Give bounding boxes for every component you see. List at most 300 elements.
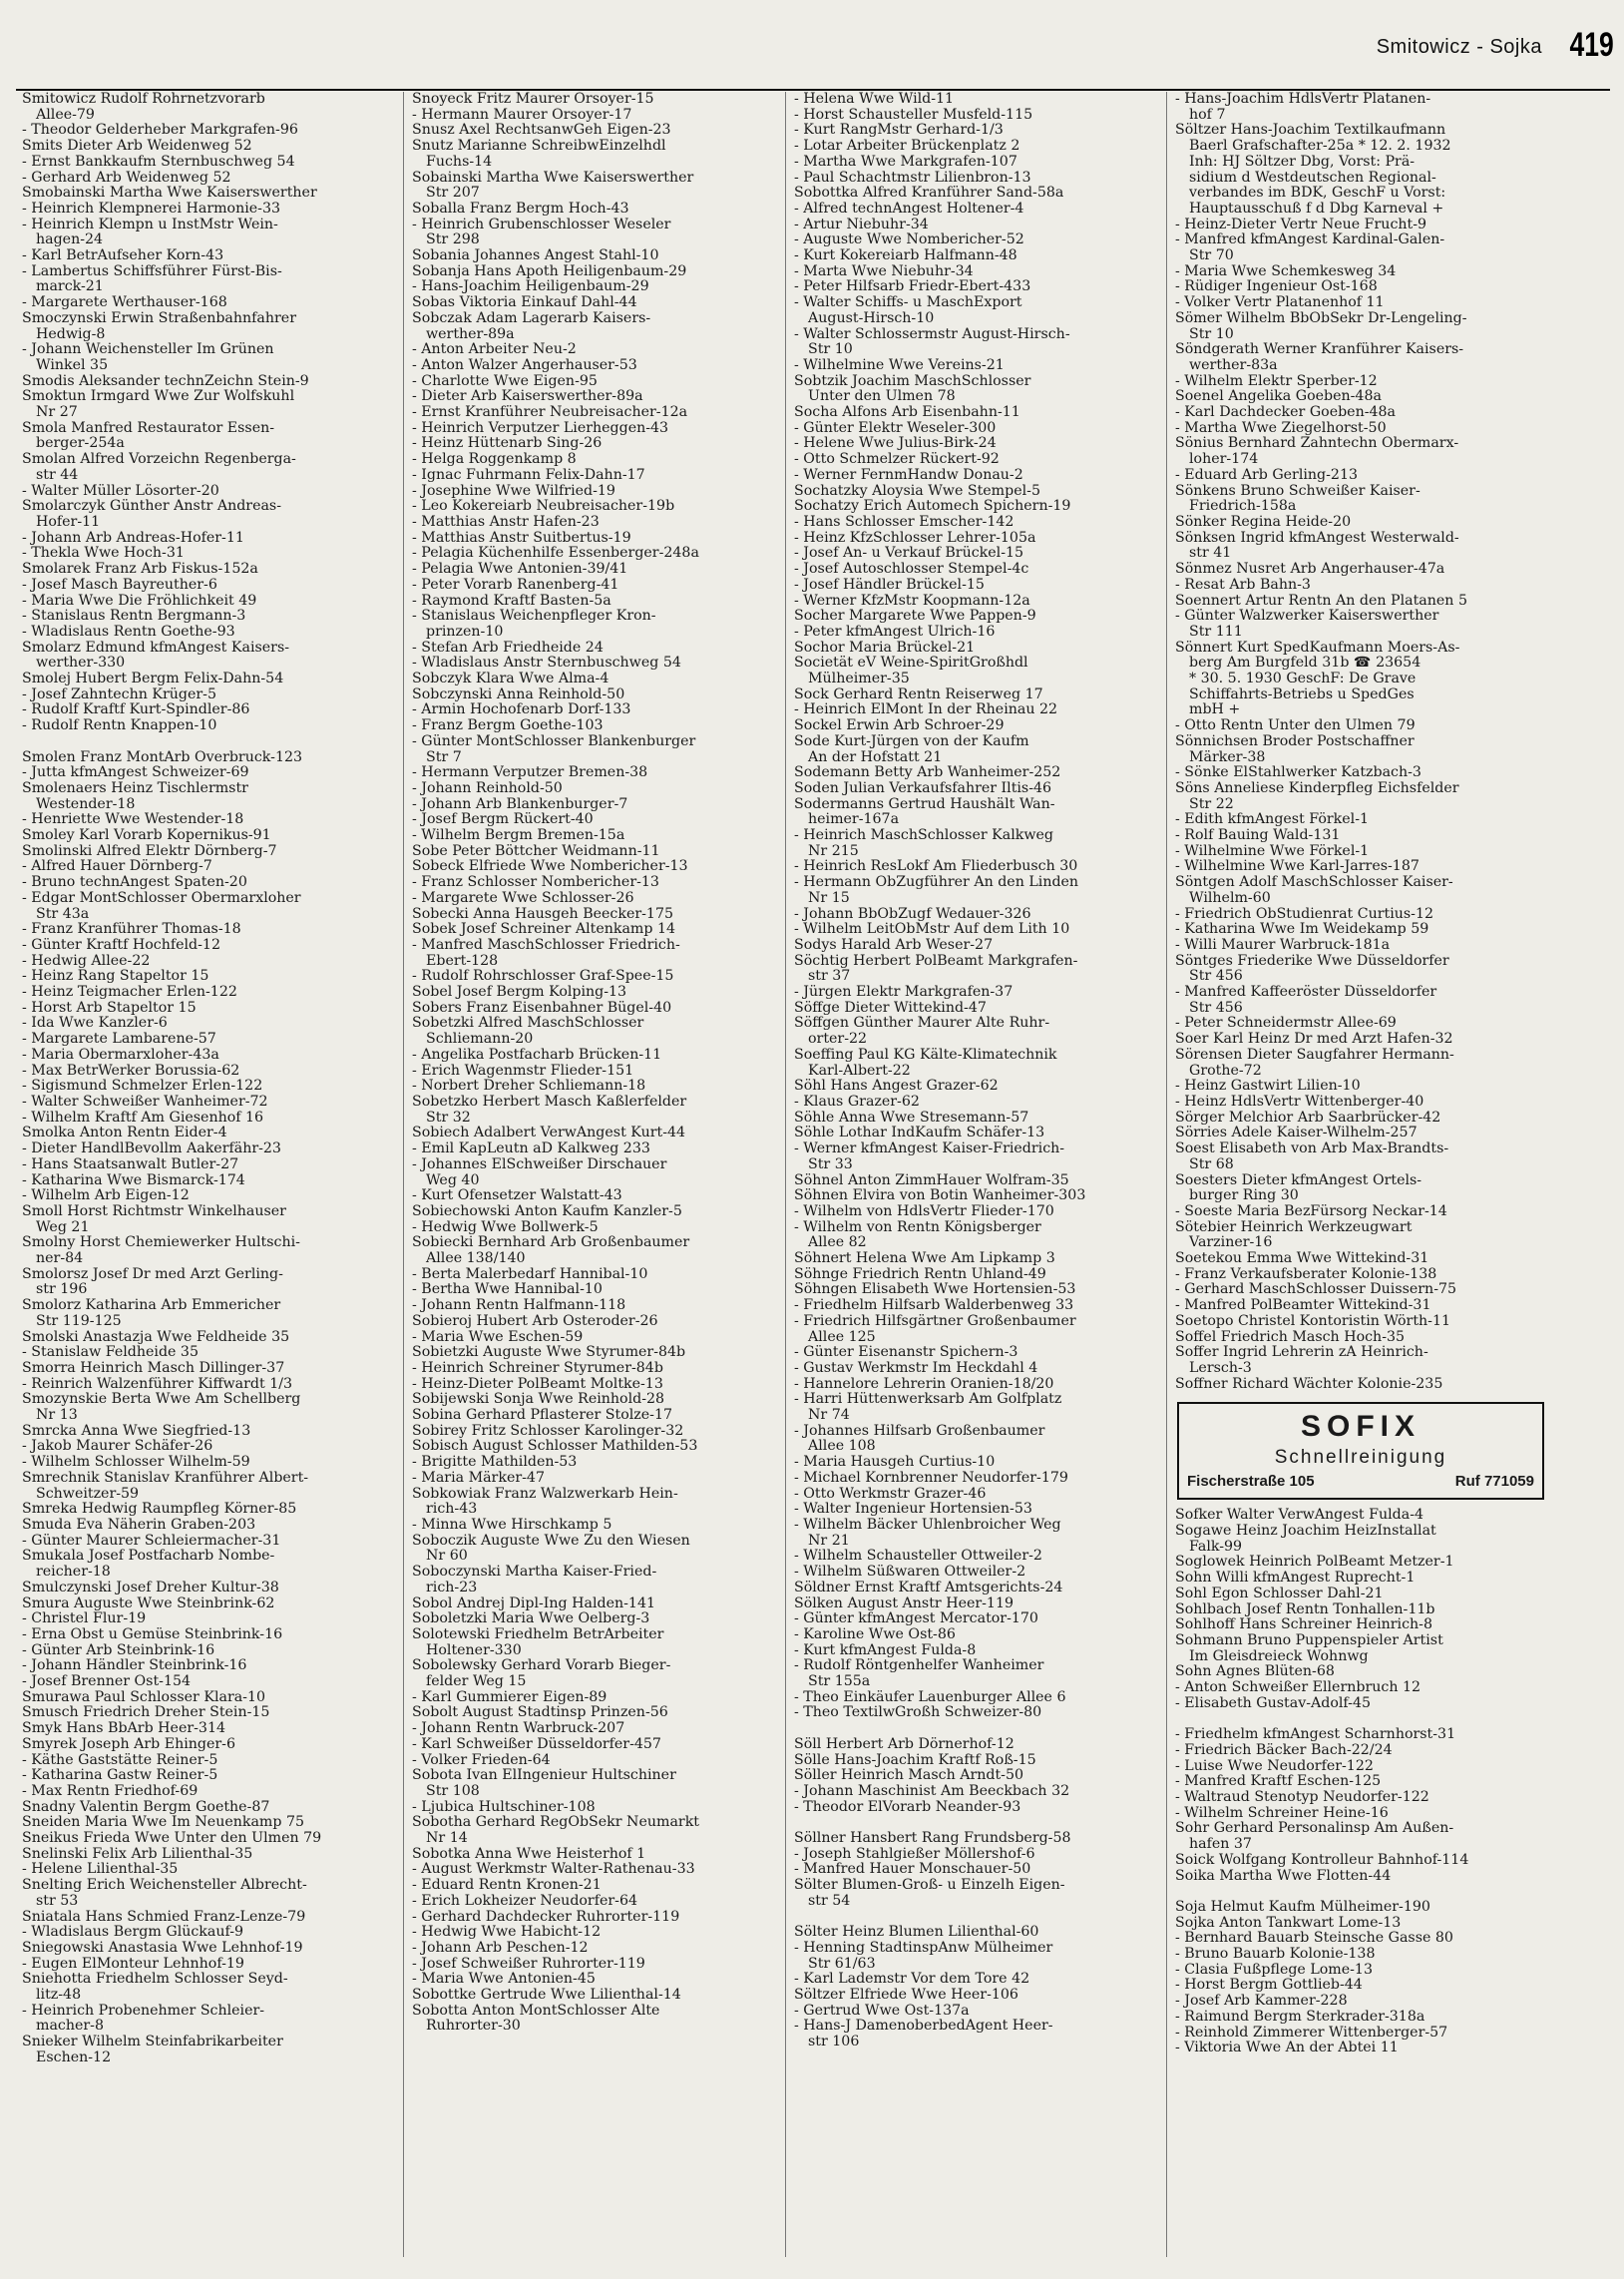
directory-entry: Söllner Hansbert Rang Frundsberg-58: [794, 1830, 1071, 1847]
directory-entry: Söhle Lothar IndKaufm Schäfer-13: [794, 1125, 1045, 1141]
directory-entry: hafen 37: [1189, 1836, 1252, 1853]
ad-tagline: Schnellreinigung: [1274, 1447, 1447, 1469]
directory-entry: Im Gleisdreieck Wohnwg: [1189, 1647, 1369, 1664]
directory-entry: Sörger Melchior Arb Saarbrücker-42: [1175, 1109, 1441, 1126]
directory-entry: Smolenaers Heinz Tischlermstr: [22, 779, 248, 796]
directory-entry: str 106: [808, 2034, 860, 2051]
directory-entry: Sochor Maria Brückel-21: [794, 639, 976, 656]
entry-spacer: [794, 1721, 1169, 1737]
directory-entry: - Heinz Teigmacher Erlen-122: [22, 984, 237, 1001]
directory-entry: - Ignac Fuhrmann Felix-Dahn-17: [412, 466, 645, 483]
directory-entry: - Gerhard MaschSchlosser Duissern-75: [1175, 1281, 1457, 1298]
directory-entry: - Hannelore Lehrerin Oranien-18/20: [794, 1375, 1054, 1392]
directory-entry: Smola Manfred Restaurator Essen-: [22, 419, 275, 436]
directory-entry: - Katharina Gastw Reiner-5: [22, 1767, 218, 1784]
directory-entry: rich-43: [426, 1501, 478, 1518]
directory-entry: - Hans-Joachim Heiligenbaum-29: [412, 278, 649, 295]
directory-entry: - Heinrich ElMont In der Rheinau 22: [794, 701, 1058, 718]
ad-footer: [1187, 1472, 1534, 1492]
directory-entry: - Horst Arb Stapeltor 15: [22, 999, 197, 1016]
directory-entry: - Josef Masch Bayreuther-6: [22, 576, 217, 593]
directory-entry: Unter den Ulmen 78: [808, 388, 956, 405]
directory-entry: Str 33: [808, 1155, 853, 1172]
directory-entry: Sobiech Adalbert VerwAngest Kurt-44: [412, 1125, 686, 1141]
directory-entry: - Alfred technAngest Holtener-4: [794, 200, 1024, 217]
directory-entry: Snelting Erich Weichensteller Albrecht-: [22, 1877, 307, 1894]
directory-entry: Smolej Hubert Bergm Felix-Dahn-54: [22, 671, 284, 687]
directory-entry: - Hans-J DamenoberbedAgent Heer-: [794, 2018, 1053, 2035]
directory-entry: - Rudolf Röntgenhelfer Wanheimer: [794, 1657, 1044, 1674]
directory-entry: Str 119-125: [36, 1312, 122, 1329]
directory-entry: str 44: [36, 466, 79, 483]
directory-entry: - Helga Roggenkamp 8: [412, 451, 577, 468]
directory-entry: - Werner FernmHandw Donau-2: [794, 466, 1023, 483]
directory-entry: Smobainski Martha Wwe Kaiserswerther: [22, 185, 317, 202]
directory-entry: Sohn Willi kfmAngest Ruprecht-1: [1175, 1570, 1416, 1587]
directory-entry: Soden Julian Verkaufsfahrer Iltis-46: [794, 779, 1052, 796]
directory-entry: str 37: [808, 968, 851, 985]
directory-entry: - Angelika Postfacharb Brücken-11: [412, 1046, 662, 1063]
directory-entry: - Luise Wwe Neudorfer-122: [1175, 1757, 1374, 1774]
directory-entry: - Edgar MontSchlosser Obermarxloher: [22, 889, 301, 906]
directory-entry: Smurawa Paul Schlosser Klara-10: [22, 1688, 266, 1705]
directory-entry: Hofer-11: [36, 513, 101, 530]
directory-entry: berger-254a: [36, 435, 125, 452]
directory-entry: - Maria Hausgeh Curtius-10: [794, 1454, 996, 1471]
directory-entry: Smolny Horst Chemiewerker Hultschi-: [22, 1234, 300, 1251]
directory-entry: Sochatzky Aloysia Wwe Stempel-5: [794, 482, 1040, 499]
directory-entry: - Katharina Wwe Bismarck-174: [22, 1171, 245, 1188]
directory-entry: Sodys Harald Arb Weser-27: [794, 936, 994, 953]
directory-entry: - Margarete Werthauser-168: [22, 294, 227, 311]
ad-name: SOFIX: [1300, 1410, 1421, 1444]
directory-entry: sidium d Westdeutschen Regional-: [1189, 169, 1436, 186]
directory-entry: - Heinrich ResLokf Am Fliederbusch 30: [794, 858, 1078, 875]
directory-entry: Grothe-72: [1189, 1062, 1262, 1079]
directory-entry: - Wilhelmine Wwe Vereins-21: [794, 356, 1005, 373]
directory-entry: - Manfred PolBeamter Wittekind-31: [1175, 1297, 1431, 1314]
directory-entry: - Käthe Gaststätte Reiner-5: [22, 1751, 218, 1768]
directory-entry: - Theodor ElVorarb Neander-93: [794, 1798, 1021, 1815]
directory-entry: Sohlhoff Hans Schreiner Heinrich-8: [1175, 1616, 1432, 1633]
directory-entry: - Willi Maurer Warbruck-181a: [1175, 936, 1391, 953]
directory-entry: Smorra Heinrich Masch Dillinger-37: [22, 1359, 285, 1376]
directory-entry: - Johann Arb Blankenburger-7: [412, 795, 628, 812]
directory-entry: - Johann BbObZugf Wedauer-326: [794, 905, 1031, 922]
directory-entry: - Jutta kfmAngest Schweizer-69: [22, 764, 249, 781]
directory-entry: - Rudolf Rentn Knappen-10: [22, 717, 217, 734]
directory-entry: - Karl Lademstr Vor dem Tore 42: [794, 1971, 1030, 1988]
directory-entry: - Helene Wwe Julius-Birk-24: [794, 435, 997, 452]
directory-entry: - Volker Vertr Platanenhof 11: [1175, 294, 1385, 311]
directory-entry: Söntgen Adolf MaschSchlosser Kaiser-: [1175, 874, 1453, 891]
directory-entry: - Walter Ingenieur Hortensien-53: [794, 1501, 1032, 1518]
directory-entry: - Friedrich Hilfsgärtner Großenbaumer: [794, 1312, 1076, 1329]
directory-entry: - Josef Schweißer Ruhrorter-119: [412, 1955, 645, 1972]
directory-entry: Sobolt August Stadtinsp Prinzen-56: [412, 1704, 668, 1721]
directory-entry: Soffel Friedrich Masch Hoch-35: [1175, 1328, 1406, 1345]
directory-entry: mbH +: [1189, 701, 1241, 718]
directory-entry: Winkel 35: [36, 356, 109, 373]
directory-entry: Sohr Gerhard Personalinsp Am Außen-: [1175, 1820, 1454, 1837]
directory-entry: Allee 82: [808, 1234, 867, 1251]
directory-entry: orter-22: [808, 1031, 868, 1048]
directory-entry: - Jakob Maurer Schäfer-26: [22, 1438, 213, 1455]
directory-entry: - Pelagia Wwe Antonien-39/41: [412, 561, 628, 578]
directory-entry: - Lambertus Schiffsführer Fürst-Bis-: [22, 262, 282, 279]
directory-entry: Sobetzko Herbert Masch Kaßlerfelder: [412, 1094, 687, 1110]
directory-entry: Söhle Anna Wwe Stresemann-57: [794, 1109, 1029, 1126]
directory-entry: Soboczik Auguste Wwe Zu den Wiesen: [412, 1532, 690, 1549]
directory-entry: - Johann Rentn Halfmann-118: [412, 1297, 626, 1314]
directory-entry: - Otto Schmelzer Rückert-92: [794, 451, 1000, 468]
directory-entry: Sölter Heinz Blumen Lilienthal-60: [794, 1924, 1039, 1941]
directory-entry: - Berta Malerbedarf Hannibal-10: [412, 1265, 648, 1282]
directory-entry: Smolorsz Josef Dr med Arzt Gerling-: [22, 1265, 283, 1282]
directory-entry: Sobietzki Auguste Wwe Styrumer-84b: [412, 1344, 686, 1361]
directory-entry: - Günter kfmAngest Mercator-170: [794, 1610, 1038, 1627]
entry-spacer: [794, 1910, 1169, 1926]
directory-entry: Söhnen Elvira von Botin Wanheimer-303: [794, 1187, 1086, 1204]
directory-entry: - Wilhelmine Wwe Karl-Jarres-187: [1175, 858, 1420, 875]
directory-entry: Str 32: [426, 1109, 471, 1126]
directory-entry: Söldner Ernst Kraftf Amtsgerichts-24: [794, 1579, 1063, 1595]
running-head: Smitowicz - Sojka: [1376, 36, 1542, 58]
directory-entry: - Rüdiger Ingenieur Ost-168: [1175, 278, 1378, 295]
directory-entry: Soenel Angelika Goeben-48a: [1175, 388, 1382, 405]
directory-entry: - Hedwig Allee-22: [22, 952, 151, 969]
directory-entry: ner-84: [36, 1250, 84, 1267]
directory-entry: Str 111: [1189, 623, 1243, 640]
directory-entry: Sobolewsky Gerhard Vorarb Bieger-: [412, 1657, 671, 1674]
directory-entry: - Karl Dachdecker Goeben-48a: [1175, 404, 1397, 421]
directory-entry: - Heinrich Probenehmer Schleier-: [22, 2002, 265, 2019]
directory-column-1: [22, 92, 397, 2275]
directory-entry: str 41: [1189, 545, 1232, 562]
directory-entry: - August Werkmstr Walter-Rathenau-33: [412, 1861, 695, 1878]
directory-entry: - Horst Schausteller Musfeld-115: [794, 106, 1033, 123]
directory-entry: - Johann Arb Andreas-Hofer-11: [22, 529, 244, 546]
page-number: 419: [1569, 26, 1614, 64]
directory-entry: - Heinrich Grubenschlosser Weseler: [412, 216, 671, 232]
directory-entry: - Armin Hochofenarb Dorf-133: [412, 701, 631, 718]
directory-entry: - Günter Eisenanstr Spichern-3: [794, 1344, 1018, 1361]
directory-entry: Soika Martha Wwe Flotten-44: [1175, 1867, 1392, 1884]
directory-entry: Söffge Dieter Wittekind-47: [794, 999, 987, 1016]
directory-entry: - Wilhelmine Wwe Förkel-1: [1175, 842, 1370, 859]
directory-entry: - Volker Frieden-64: [412, 1751, 551, 1768]
directory-entry: - Gerhard Arb Weidenweg 52: [22, 169, 231, 186]
directory-entry: Smolarek Franz Arb Fiskus-152a: [22, 561, 258, 578]
directory-entry: Sörries Adele Kaiser-Wilhelm-257: [1175, 1125, 1418, 1141]
directory-entry: - Friedhelm Hilfsarb Walderbenweg 33: [794, 1297, 1074, 1314]
directory-entry: Nr 21: [808, 1532, 850, 1549]
directory-entry: - Wilhelm Schausteller Ottweiler-2: [794, 1548, 1042, 1565]
directory-entry: - Heinrich Verputzer Lierheggen-43: [412, 419, 669, 436]
directory-entry: - Maria Wwe Schemkesweg 34: [1175, 262, 1397, 279]
directory-entry: Sobanja Hans Apoth Heiligenbaum-29: [412, 262, 687, 279]
directory-entry: Weg 21: [36, 1218, 90, 1235]
directory-entry: - Peter Schneidermstr Allee-69: [1175, 1015, 1397, 1032]
directory-entry: Soffer Ingrid Lehrerin zA Heinrich-: [1175, 1344, 1428, 1361]
directory-entry: - Viktoria Wwe An der Abtei 11: [1175, 2040, 1399, 2056]
directory-entry: - Wilhelm LeitObMstr Auf dem Lith 10: [794, 921, 1070, 938]
directory-entry: - Werner KfzMstr Koopmann-12a: [794, 592, 1030, 609]
directory-entry: - Johann Arb Peschen-12: [412, 1939, 589, 1956]
directory-entry: Soer Karl Heinz Dr med Arzt Hafen-32: [1175, 1031, 1453, 1048]
directory-entry: - Manfred Kaffeeröster Düsseldorfer: [1175, 984, 1437, 1001]
directory-entry: - Johannes ElSchweißer Dirschauer: [412, 1155, 667, 1172]
directory-entry: - Manfred kfmAngest Kardinal-Galen-: [1175, 231, 1445, 248]
directory-entry: Söltzer Hans-Joachim Textilkaufmann: [1175, 122, 1446, 139]
directory-entry: - Walter Schlossermstr August-Hirsch-: [794, 325, 1070, 342]
directory-entry: - Charlotte Wwe Eigen-95: [412, 372, 598, 389]
directory-entry: - Elisabeth Gustav-Adolf-45: [1175, 1694, 1372, 1711]
directory-entry: reicher-18: [36, 1564, 111, 1581]
directory-entry: Sobtzik Joachim MaschSchlosser: [794, 372, 1031, 389]
directory-entry: - Wilhelm Kraftf Am Giesenhof 16: [22, 1109, 264, 1126]
directory-entry: - Wilhelm Bäcker Uhlenbroicher Weg: [794, 1516, 1061, 1533]
directory-entry: Söller Heinrich Masch Arndt-50: [794, 1767, 1024, 1784]
directory-entry: Snadny Valentin Bergm Goethe-87: [22, 1798, 270, 1815]
directory-entry: Sönmez Nusret Arb Angerhauser-47a: [1175, 561, 1445, 578]
directory-entry: Nr 14: [426, 1830, 468, 1847]
directory-entry: Soboczynski Martha Kaiser-Fried-: [412, 1564, 657, 1581]
directory-entry: Sobieroj Hubert Arb Osteroder-26: [412, 1312, 658, 1329]
directory-entry: Sönnert Kurt SpedKaufmann Moers-As-: [1175, 639, 1460, 656]
directory-entry: Sötebier Heinrich Werkzeugwart: [1175, 1218, 1413, 1235]
directory-entry: - Manfred Hauer Monschauer-50: [794, 1861, 1031, 1878]
directory-entry: - Peter kfmAngest Ulrich-16: [794, 623, 996, 640]
directory-entry: - Maria Wwe Eschen-59: [412, 1328, 584, 1345]
directory-entry: - Heinz Gastwirt Lilien-10: [1175, 1078, 1361, 1095]
directory-entry: Soja Helmut Kaufm Mülheimer-190: [1175, 1898, 1430, 1915]
directory-entry: Varziner-16: [1189, 1234, 1273, 1251]
directory-entry: Str 61/63: [808, 1955, 876, 1972]
directory-entry: - Resat Arb Bahn-3: [1175, 576, 1311, 593]
directory-entry: - Max Rentn Friedhof-69: [22, 1782, 199, 1799]
directory-entry: - Pelagia Küchenhilfe Essenberger-248a: [412, 545, 699, 562]
directory-entry: - Günter Kraftf Hochfeld-12: [22, 936, 220, 953]
directory-entry: Smolan Alfred Vorzeichn Regenberga-: [22, 451, 296, 468]
directory-entry: marck-21: [36, 278, 104, 295]
directory-entry: - Johann Rentn Warbruck-207: [412, 1720, 625, 1737]
directory-entry: - Clasia Fußpflege Lome-13: [1175, 1961, 1373, 1978]
directory-entry: Söhnert Helena Wwe Am Lipkamp 3: [794, 1250, 1055, 1267]
directory-entry: Sobe Peter Böttcher Weidmann-11: [412, 842, 660, 859]
directory-entry: - Karl Schweißer Düsseldorfer-457: [412, 1735, 661, 1752]
directory-entry: - Josef Zahntechn Krüger-5: [22, 685, 216, 702]
directory-entry: Smolarz Edmund kfmAngest Kaisers-: [22, 639, 290, 656]
directory-entry: - Theo Einkäufer Lauenburger Allee 6: [794, 1688, 1066, 1705]
directory-entry: - Gustav Werkmstr Im Heckdahl 4: [794, 1359, 1038, 1376]
directory-entry: Soennert Artur Rentn An den Platanen 5: [1175, 592, 1467, 609]
directory-entry: berg Am Burgfeld 31b ☎ 23654: [1189, 655, 1421, 672]
directory-entry: - Hermann Maurer Orsoyer-17: [412, 106, 632, 123]
directory-entry: Soest Elisabeth von Arb Max-Brandts-: [1175, 1140, 1449, 1157]
directory-entry: - Helena Wwe Wild-11: [794, 92, 955, 107]
directory-entry: Str 207: [426, 185, 480, 202]
directory-entry: - Wladislaus Bergm Glückauf-9: [22, 1924, 244, 1941]
directory-entry: Allee-79: [36, 106, 95, 123]
directory-entry: Schweitzer-59: [36, 1485, 140, 1502]
directory-entry: Sohlbach Josef Rentn Tonhallen-11b: [1175, 1600, 1435, 1617]
directory-entry: - Katharina Wwe Im Weidekamp 59: [1175, 921, 1429, 938]
directory-entry: Sobainski Martha Wwe Kaiserswerther: [412, 169, 694, 186]
directory-entry: Schiffahrts-Betriebs u SpedGes: [1189, 685, 1415, 702]
directory-entry: - Walter Müller Lösorter-20: [22, 482, 219, 499]
directory-entry: burger Ring 30: [1189, 1187, 1299, 1204]
directory-entry: macher-8: [36, 2018, 104, 2035]
directory-entry: - Peter Vorarb Ranenberg-41: [412, 576, 619, 593]
directory-entry: - Ida Wwe Kanzler-6: [22, 1015, 168, 1032]
directory-entry: Sojka Anton Tankwart Lome-13: [1175, 1914, 1402, 1931]
directory-entry: Nr 60: [426, 1548, 468, 1565]
directory-entry: werther-83a: [1189, 356, 1278, 373]
directory-columns: [0, 92, 1624, 2275]
directory-entry: - Peter Hilfsarb Friedr-Ebert-433: [794, 278, 1031, 295]
directory-entry: - Margarete Lambarene-57: [22, 1031, 216, 1048]
directory-entry: - Josef Arb Kammer-228: [1175, 1993, 1348, 2010]
directory-entry: - Margarete Wwe Schlosser-26: [412, 889, 634, 906]
directory-entry: Str 155a: [808, 1673, 871, 1690]
directory-entry: Nr 215: [808, 842, 859, 859]
directory-entry: Socher Margarete Wwe Pappen-9: [794, 608, 1036, 625]
directory-entry: - Max BetrWerker Borussia-62: [22, 1062, 240, 1079]
directory-entry: Ruhrorter-30: [426, 2018, 521, 2035]
directory-entry: * 30. 5. 1930 GeschF: De Grave: [1189, 671, 1417, 687]
directory-entry: - Manfred Kraftf Eschen-125: [1175, 1773, 1382, 1790]
directory-entry: verbandes im BDK, GeschF u Vorst:: [1189, 185, 1446, 202]
directory-entry: Märker-38: [1189, 748, 1266, 765]
directory-entry: - Wilhelm von HdlsVertr Flieder-170: [794, 1202, 1054, 1219]
directory-entry: Soeffing Paul KG Kälte-Klimatechnik: [794, 1046, 1057, 1063]
directory-entry: - Josef Händler Brückel-15: [794, 576, 985, 593]
directory-entry: An der Hofstatt 21: [808, 748, 943, 765]
directory-entry: - Wladislaus Rentn Goethe-93: [22, 623, 235, 640]
directory-entry: str 196: [36, 1281, 88, 1298]
directory-entry: Sobirey Fritz Schlosser Karolinger-32: [412, 1422, 684, 1439]
directory-entry: Sölle Hans-Joachim Kraftf Roß-15: [794, 1751, 1036, 1768]
directory-entry: Str 10: [808, 341, 853, 358]
directory-entry: Snutz Marianne SchreibwEinzelhdl: [412, 138, 666, 155]
directory-entry: Smits Dieter Arb Weidenweg 52: [22, 138, 252, 155]
directory-entry: - Hans-Joachim HdlsVertr Platanen-: [1175, 92, 1431, 107]
directory-entry: Smoll Horst Richtmstr Winkelhauser: [22, 1202, 286, 1219]
directory-entry: Soetopo Christel Kontoristin Wörth-11: [1175, 1312, 1451, 1329]
directory-entry: Sobottke Gertrude Wwe Lilienthal-14: [412, 1987, 681, 2004]
directory-entry: Sockel Erwin Arb Schroer-29: [794, 717, 1005, 734]
directory-entry: prinzen-10: [426, 623, 504, 640]
directory-entry: - Kurt kfmAngest Fulda-8: [794, 1641, 977, 1658]
directory-entry: - Walter Schweißer Wanheimer-72: [22, 1094, 268, 1110]
directory-entry: - Günter Maurer Schleiermacher-31: [22, 1532, 281, 1549]
directory-entry: Allee 108: [808, 1438, 876, 1455]
directory-entry: - Kurt Kokereiarb Halfmann-48: [794, 247, 1017, 264]
directory-entry: Smolka Anton Rentn Eider-4: [22, 1125, 227, 1141]
directory-entry: Smoczynski Erwin Straßenbahnfahrer: [22, 309, 296, 326]
directory-entry: - Walter Schiffs- u MaschExport: [794, 294, 1022, 311]
directory-entry: - Alfred Hauer Dörnberg-7: [22, 858, 212, 875]
directory-entry: Schliemann-20: [426, 1031, 534, 1048]
directory-entry: - Werner kfmAngest Kaiser-Friedrich-: [794, 1140, 1065, 1157]
directory-entry: - Günter Walzwerker Kaiserswerther: [1175, 608, 1439, 625]
directory-entry: - Heinz HdlsVertr Wittenberger-40: [1175, 1094, 1424, 1110]
directory-entry: felder Weg 15: [426, 1673, 527, 1690]
directory-entry: Smyrek Joseph Arb Ehinger-6: [22, 1735, 235, 1752]
directory-entry: - Otto Rentn Unter den Ulmen 79: [1175, 717, 1416, 734]
directory-entry: - Henning StadtinspAnw Mülheimer: [794, 1939, 1053, 1956]
directory-entry: - Stanislaus Rentn Bergmann-3: [22, 608, 246, 625]
directory-entry: Soboletzki Maria Wwe Oelberg-3: [412, 1610, 650, 1627]
directory-entry: Sohn Agnes Blüten-68: [1175, 1663, 1335, 1680]
directory-entry: Inh: HJ Söltzer Dbg, Vorst: Prä-: [1189, 153, 1416, 170]
directory-entry: Smura Auguste Wwe Steinbrink-62: [22, 1595, 275, 1611]
directory-entry: Wilhelm-60: [1189, 889, 1271, 906]
directory-entry: - Heinz-Dieter Vertr Neue Frucht-9: [1175, 216, 1427, 232]
directory-entry: - Johannes Hilfsarb Großenbaumer: [794, 1422, 1045, 1439]
entries-before-ad: [1175, 92, 1550, 1392]
directory-entry: Smulczynski Josef Dreher Kultur-38: [22, 1579, 279, 1595]
directory-entry: Nr 13: [36, 1407, 78, 1424]
directory-entry: Sofker Walter VerwAngest Fulda-4: [1175, 1507, 1424, 1524]
directory-entry: Sobecki Anna Hausgeh Beecker-175: [412, 905, 674, 922]
directory-entry: - Kurt RangMstr Gerhard-1/3: [794, 122, 1004, 139]
directory-entry: - Franz Verkaufsberater Kolonie-138: [1175, 1265, 1437, 1282]
directory-entry: Snusz Axel RechtsanwGeh Eigen-23: [412, 122, 671, 139]
directory-entry: - Harri Hüttenwerksarb Am Golfplatz: [794, 1391, 1062, 1408]
directory-entry: - Matthias Anstr Hafen-23: [412, 513, 600, 530]
directory-entry: - Hermann Verputzer Bremen-38: [412, 764, 648, 781]
directory-entry: - Emil KapLeutn aD Kalkweg 233: [412, 1140, 650, 1157]
directory-entry: - Bruno Bauarb Kolonie-138: [1175, 1946, 1376, 1963]
directory-entry: - Wilhelm Süßwaren Ottweiler-2: [794, 1564, 1026, 1581]
directory-entry: - Franz Bergm Goethe-103: [412, 717, 604, 734]
directory-entry: Söns Anneliese Kinderpfleg Eichsfelder: [1175, 779, 1459, 796]
directory-entry: Smolen Franz MontArb Overbruck-123: [22, 748, 303, 765]
directory-entry: - Sönke ElStahlwerker Katzbach-3: [1175, 764, 1421, 781]
directory-entry: - Wilhelm Schreiner Heine-16: [1175, 1804, 1389, 1821]
directory-entry: Str 43a: [36, 905, 90, 922]
directory-entry: Snoyeck Fritz Maurer Orsoyer-15: [412, 92, 654, 107]
directory-entry: - Maria Obermarxloher-43a: [22, 1046, 219, 1063]
directory-entry: - Gerhard Dachdecker Ruhrorter-119: [412, 1908, 680, 1925]
directory-entry: Sobania Johannes Angest Stahl-10: [412, 247, 659, 264]
directory-entry: - Günter MontSchlosser Blankenburger: [412, 732, 696, 749]
directory-entry: Smukala Josef Postfacharb Nombe-: [22, 1548, 275, 1565]
directory-entry: - Heinrich Klempn u InstMstr Wein-: [22, 216, 278, 232]
directory-entry: - Manfred MaschSchlosser Friedrich-: [412, 936, 680, 953]
directory-entry: Falk-99: [1189, 1538, 1243, 1555]
directory-entry: Smusch Friedrich Dreher Stein-15: [22, 1704, 270, 1721]
directory-entry: - Martha Wwe Markgrafen-107: [794, 153, 1017, 170]
directory-entry: Sneikus Frieda Wwe Unter den Ulmen 79: [22, 1830, 322, 1847]
page-header: [0, 22, 1624, 82]
directory-column-4: [1175, 92, 1550, 2275]
directory-entry: Smrcka Anna Wwe Siegfried-13: [22, 1422, 251, 1439]
directory-entry: - Minna Wwe Hirschkamp 5: [412, 1516, 612, 1533]
directory-entry: Sobczynski Anna Reinhold-50: [412, 685, 625, 702]
directory-entry: Str 456: [1189, 999, 1243, 1016]
directory-entry: Sohl Egon Schlosser Dahl-21: [1175, 1585, 1384, 1601]
directory-entry: - Hans Schlosser Emscher-142: [794, 513, 1015, 530]
directory-entry: - Stanislaw Feldheide 35: [22, 1344, 199, 1361]
directory-entry: Soesters Dieter kfmAngest Ortels-: [1175, 1171, 1422, 1188]
directory-entry: Str 10: [1189, 325, 1234, 342]
directory-column-3: [794, 92, 1169, 2275]
header-rule: [16, 89, 1610, 91]
directory-entry: - Josef Autoschlosser Stempel-4c: [794, 561, 1029, 578]
